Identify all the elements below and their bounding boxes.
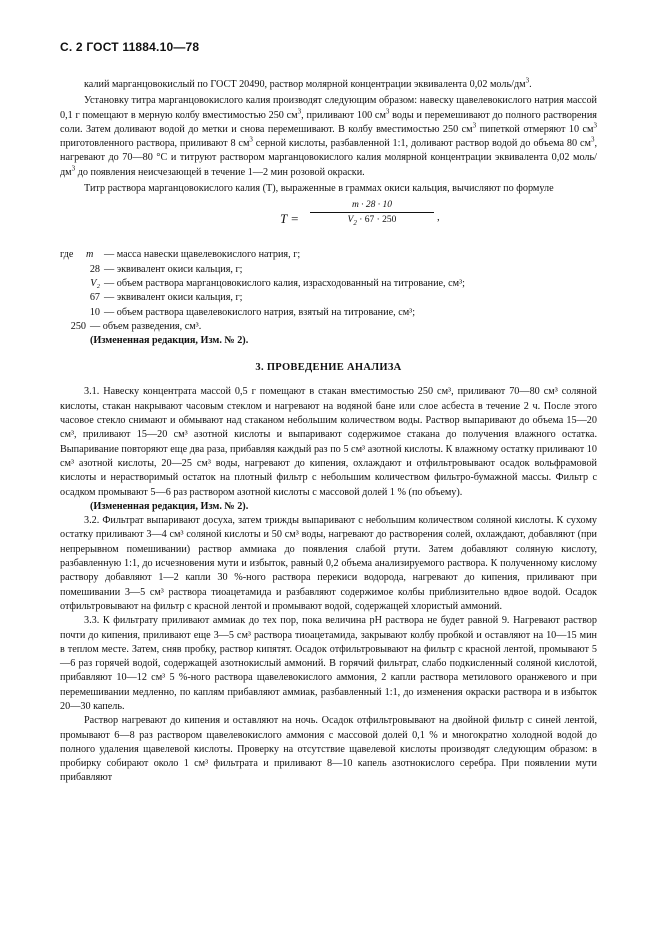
legend-symbol: 10 [89, 306, 100, 318]
legend-text: — масса навески щавелевокислого натрия, г; [104, 249, 301, 261]
legend-row [60, 306, 597, 320]
formula-denominator [310, 213, 434, 228]
superscript: 3 [590, 135, 595, 144]
superscript: 3 [385, 107, 390, 116]
legend-text: — объем разведения, см³. [90, 320, 202, 332]
text-run: калий марганцовокислый по ГОСТ 20490, раствор молярной концентрации эквивалента 0,02 моль/дм [84, 79, 526, 90]
titer-formula-intro: Титр раствора марганцовокислого калия (T), выраженные в граммах окиси кальция, вычисляют по формуле [84, 183, 554, 195]
paragraph-3-1: 3.1. Навеску концентрата массой 0,5 г помещают в стакан вместимостью 250 см³, приливают 70—80 см³ соляной кислоты, стакан накрывают часовым стеклом и нагревают на водяной бане или слое асбеста в течение 2 ч. После этого часовое стекло снимают и обмывают над стаканом небольшим количеством воды. Раствор выпаривают до объема 15—20 см³, приливают 15—20 см³ азотной кислоты и выпаривают содержимое стакана до получения влажного остатка. Выпаривание повторяют еще два раза, прибавляя каждый раз по 5 см³ азотной кислоты. К влажному остатку приливают 10 см³ азотной кислоты, 20—25 см³ воды, нагревают до кипения, охлаждают и отфильтровывают осадок вольфрамовой кислоты и нерастворимый остаток на плотный фильтр с небольшим количеством фильтро-бумажной массы. Фильтр с осадком промывают 5—6 раз раствором азотной кислоты с массовой долей 1 % (по объему). [60, 386, 597, 498]
legend-row [60, 320, 597, 334]
text-run: до появления неисчезающей в течение 1—2 мин розовой окраски. [75, 166, 365, 178]
superscript: 3 [593, 121, 597, 130]
edit-note: (Измененная редакция, Изм. № 2). [90, 500, 249, 512]
superscript: 3 [71, 164, 76, 173]
text-run: приготовленного раствора, приливают 8 см [60, 138, 250, 150]
legend-symbol: V₂ [90, 277, 100, 289]
document-page [60, 40, 597, 786]
superscript: 3 [297, 107, 302, 116]
legend-text: — эквивалент окиси кальция, г; [104, 292, 243, 304]
text-run: серной кислоты, разбавленной 1:1, доливают раствор водой до объема 80 см [252, 138, 591, 150]
legend-row [60, 263, 597, 277]
superscript: 3 [472, 121, 477, 130]
text-run: , приливают 100 см [301, 109, 386, 121]
edit-note: (Измененная редакция, Изм. № 2). [90, 335, 249, 347]
formula-numerator: m · 28 · 10 [310, 200, 434, 213]
legend-symbol: 28 [89, 263, 100, 275]
titer-setup-paragraph [60, 94, 597, 180]
formula-den-rest: · 67 · 250 [356, 215, 397, 226]
paragraph-3-3: 3.3. К фильтрату приливают аммиак до тех пор, пока величина pH раствора не будет равной 9. Нагревают раствор почти до кипения, приливают еще 3—5 см³ раствора тиоацетамида, закрывают колбу пробкой и оставляют на 10—15 мин в теплом месте. Затем, сняв пробку, раствор кипятят. Осадок отфильтровывают на фильтр с красной лентой, промывают 5—6 раз горячей водой, содержащей азотнокислый аммоний. В горячий фильтрат, слабо подкисленный соляной кислотой, прибавляют 10—12 см³ 5 %-ного раствора щавелевокислого аммония, 2 капли раствора метилового оранжевого и при перемешивании медленно, по каплям прибавляют аммиак, разбавленный 1:1, до изменения окраски раствора и в избыток 20—30 капель. [60, 615, 597, 712]
text-run: , нагревают до 70—80 °С и титруют раствором марганцовокислого калия молярной концентрации эквивалента 0,02 моль/дм [60, 138, 597, 178]
legend-row [60, 277, 597, 291]
legend-row [60, 291, 597, 305]
formula-subscript: 2 [353, 219, 357, 228]
text-run: Установку титра марганцовокислого калия производят следующим образом: навеску щавелевокислого натрия массой 0,1 г помещают в мерную колбу вместимостью 250 см [60, 95, 597, 121]
legend-text: — эквивалент окиси кальция, г; [104, 263, 243, 275]
legend-symbol: 67 [89, 292, 100, 304]
legend-text: — объем раствора щавелевокислого натрия, взятый на титрование, см³; [104, 306, 416, 318]
legend-symbol: m [86, 249, 94, 261]
formula-fraction [310, 200, 434, 228]
paragraph-3-2: 3.2. Фильтрат выпаривают досуха, затем трижды выпаривают с небольшим количеством соляной кислоты. К сухому остатку приливают 3—4 см³ соляной кислоты и 50 см³ воды, нагревают до растворения солей, охлаждают, добавляют (при непрерывном помешивании) раствор аммиака до появления слабой ртути. Затем добавляют соляную кислоту, разбавленную 1:1, до исчезновения мути и избыток, равный 0,2 объема анализируемого раствора. К полученному кислому раствору добавляют 1—2 капли 30 %-ного раствора перекиси водорода, нагревают до кипения, приливают при помешивании 3—5 см³ раствора тиоацетамида и разбавляют содержимое колбы приблизительно вдвое водой. Осадок отфильтровывают на фильтр с красной лентой и промывают водой, содержащей хлористый аммоний. [60, 515, 597, 612]
text-run: воды и перемешивают до полного растворения соли. Затем доливают водой до метки и снова перемешивают. В колбу вместимостью 250 см [60, 109, 597, 135]
legend-text: — объем раствора марганцовокислого калия, израсходованный на титрование, см³; [104, 277, 466, 289]
text-run: пипеткой отмеряют 10 см [476, 123, 594, 135]
titer-formula [60, 200, 597, 244]
legend-symbol: 250 [70, 320, 86, 332]
formula-legend [60, 248, 597, 348]
page-header: С. 2 ГОСТ 11884.10—78 [60, 40, 200, 54]
legend-lead: где [60, 249, 74, 261]
section-title: 3. ПРОВЕДЕНИЕ АНАЛИЗА [255, 362, 402, 374]
legend-row [60, 248, 597, 262]
text-run: . [529, 79, 532, 90]
formula-comma: , [437, 211, 440, 224]
paragraph-continuation: Раствор нагревают до кипения и оставляют на ночь. Осадок отфильтровывают на двойной фильтр с синей лентой, промывают 6—8 раз раствором щавелевокислого аммония с массовой долей 0,1 % и многократно холодной водой до полного удаления щавелевой кислоты. Проверку на отсутствие щавелевой кислоты производят следующим образом: в пробирку собирают около 1 см³ фильтрата и приливают 8—10 капель азотнокислого серебра. При появлении мути прибавляют [60, 715, 597, 784]
superscript: 3 [249, 135, 253, 144]
superscript: 3 [525, 76, 530, 85]
formula-lhs: T = [280, 211, 300, 227]
reagent-paragraph [60, 78, 597, 92]
formula-v: V [347, 215, 354, 226]
